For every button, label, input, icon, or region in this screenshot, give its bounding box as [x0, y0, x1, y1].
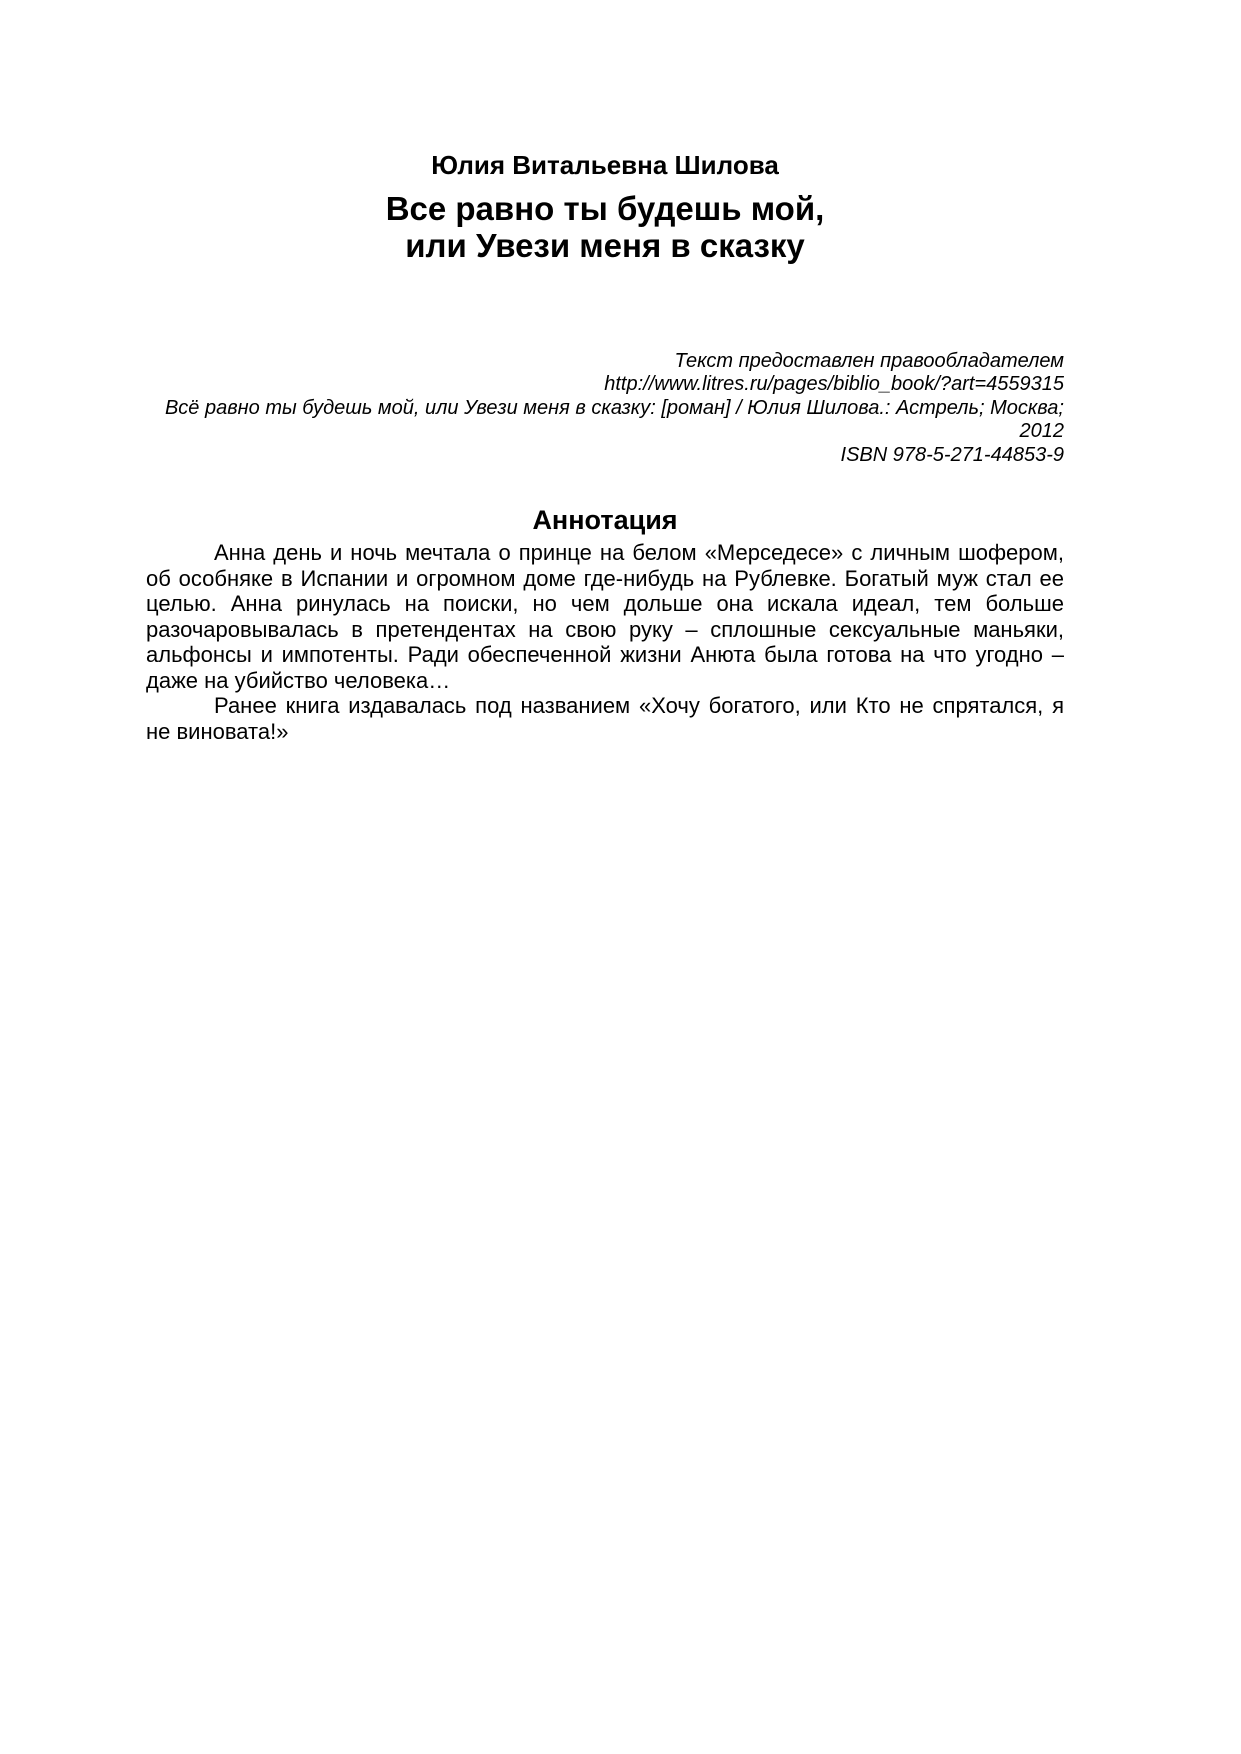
book-title-line-1: Все равно ты будешь мой, — [385, 190, 825, 227]
annotation-paragraph-1: Анна день и ночь мечтала о принце на белом «Мерседесе» с личным шофером, об особняке в Испании и огромном доме где-нибудь на Рублевке. Богатый муж стал ее целью. Анна ринулась на поиски, но чем дольше она искала идеал, тем больше разочаровывалась в претендентах на свою руку – сплошные сексуальные маньяки, альфонсы и импотенты. Ради обеспеченной жизни Анюта была готова на что угодно – даже на убийство человека… — [146, 540, 1064, 693]
imprint-block — [146, 350, 1064, 467]
annotation-body — [146, 540, 1064, 744]
imprint-url-line: http://www.litres.ru/pages/biblio_book/?art=4559315 — [604, 373, 1064, 396]
imprint-citation-line: Всё равно ты будешь мой, или Увези меня в сказку: [роман] / Юлия Шилова.: Астрель; Москва; — [164, 396, 1064, 419]
imprint-isbn-line: ISBN 978-5-271-44853-9 — [840, 443, 1064, 466]
annotation-heading: Аннотация — [532, 505, 678, 535]
author-name: Юлия Витальевна Шилова — [431, 150, 779, 180]
book-title — [146, 190, 1064, 264]
imprint-year-line: 2012 — [1019, 420, 1064, 443]
annotation-paragraph-2: Ранее книга издавалась под названием «Хочу богатого, или Кто не спрятался, я не виновата!» — [146, 693, 1064, 744]
book-title-line-2: или Увези меня в сказку — [405, 227, 805, 264]
imprint-rights-line: Текст предоставлен правообладателем — [674, 350, 1064, 372]
